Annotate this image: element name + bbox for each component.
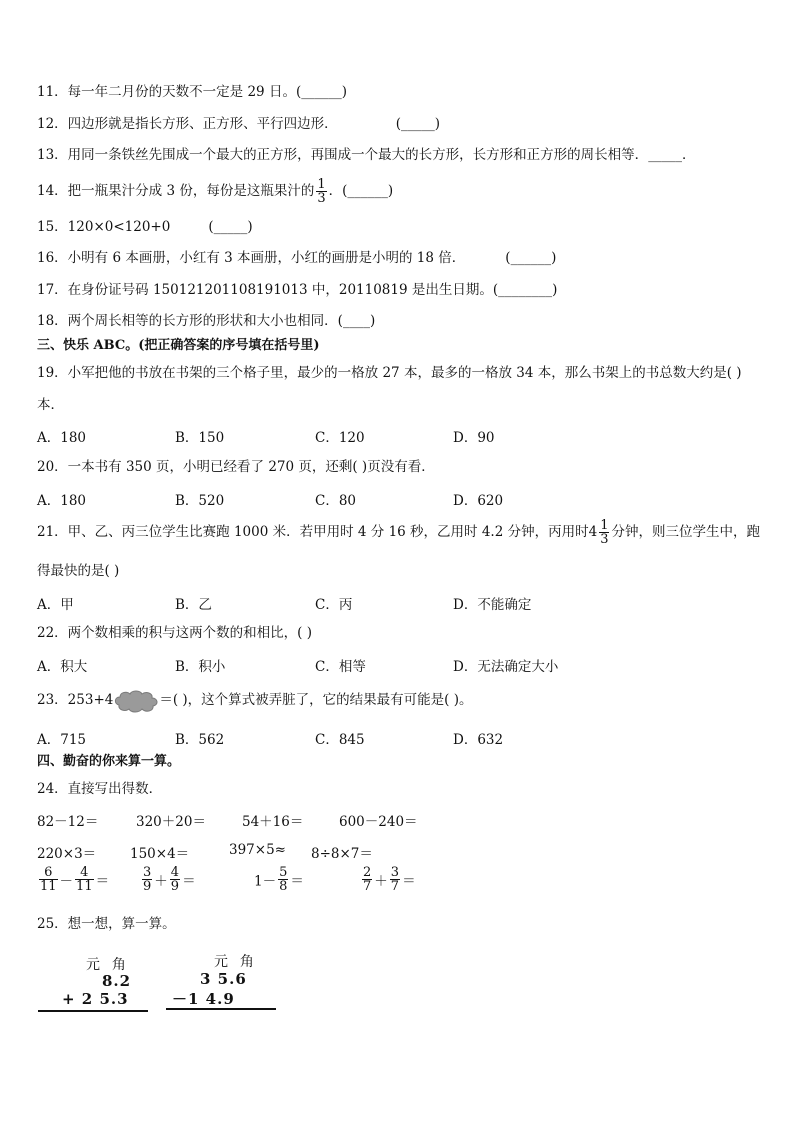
question-20: 20．一本书有 350 页，小明已经看了 270 页，还剩( )页没有看． (37, 459, 435, 475)
smudge-cloud-icon (113, 688, 159, 714)
q21-option-a: A．甲 (37, 597, 74, 613)
q24-item: 8÷8×7＝ (311, 846, 373, 862)
q23-option-d: D．632 (453, 732, 504, 748)
q23-option-b: B．562 (175, 732, 225, 748)
question-23: 23．253+4 ＝( )，这个算式被弄脏了，它的结果最有可能是( )。 (37, 686, 473, 714)
vertical-calc-1-row1: 8.2 (102, 972, 132, 990)
question-15: 15．120×0<120+0 (_____) (37, 219, 253, 235)
vertical-calc-2-header: 元 角 (214, 954, 255, 970)
vertical-calc-1-rule (38, 1010, 148, 1012)
section-4-heading: 四、勤奋的你来算一算。 (37, 754, 181, 769)
q23-option-c: C．845 (315, 732, 365, 748)
question-19-line2: 本． (37, 397, 64, 413)
q19-option-d: D．90 (453, 430, 495, 446)
question-19-line1: 19．小军把他的书放在书架的三个格子里，最少的一格放 27 本，最多的一格放 34 本，那么书架上的书总数大约是( ) (37, 365, 742, 381)
q22-option-c: C．相等 (315, 659, 366, 675)
mixed-fraction: $\frac{1}{3}$ (600, 518, 609, 547)
q22-option-a: A．积大 (37, 659, 88, 675)
q24-fraction-item: $\frac{3}{9}$ ＋ $\frac{4}{9}$ ＝ (143, 865, 196, 894)
q24-item: 82－12＝ (37, 814, 99, 830)
question-21-line1: 21．甲、乙、丙三位学生比赛跑 1000 米．若甲用时 4 分 16 秒，乙用时 4.2 分钟，丙用时4 $\frac{1}{3}$ 分钟，则三位学生中，跑 (37, 518, 760, 547)
question-25-title: 25．想一想，算一算。 (37, 916, 176, 932)
vertical-calc-2-row1: 3 5.6 (200, 970, 247, 988)
q24-item: 150×4＝ (130, 846, 190, 862)
q21-option-b: B．乙 (175, 597, 212, 613)
vertical-calc-1-row2: + 2 5.3 (62, 990, 129, 1008)
q19-option-b: B．150 (175, 430, 225, 446)
q22-option-b: B．积小 (175, 659, 226, 675)
q24-item: 220×3＝ (37, 846, 97, 862)
question-22: 22．两个数相乘的积与这两个数的和相比，( ) (37, 625, 313, 641)
q23-option-a: A．715 (37, 732, 87, 748)
q20-option-d: D．620 (453, 493, 504, 509)
question-14: 14．把一瓶果汁分成 3 份，每份是这瓶果汁的 $\frac{1}{3}$ ．(______) (37, 177, 394, 206)
section-3-heading: 三、快乐 ABC。(把正确答案的序号填在括号里) (37, 338, 320, 353)
vertical-calc-1-header: 元 角 (86, 957, 127, 973)
q21-option-d: D．不能确定 (453, 597, 532, 613)
question-18: 18．两个周长相等的长方形的形状和大小也相同．(____) (37, 313, 376, 329)
question-17: 17．在身份证号码 150121201108191013 中，20110819 是出生日期。(________) (37, 282, 558, 298)
q19-option-a: A．180 (37, 430, 87, 446)
q24-item: 397×5≈ (229, 842, 286, 858)
vertical-calc-2-row2: －1 4.9 (172, 990, 235, 1008)
q21-option-c: C．丙 (315, 597, 353, 613)
q20-option-b: B．520 (175, 493, 225, 509)
question-13: 13．用同一条铁丝先围成一个最大的正方形，再围成一个最大的长方形，长方形和正方形的周长相等．_____． (37, 147, 696, 163)
question-24-title: 24．直接写出得数． (37, 781, 163, 797)
question-21-line2: 得最快的是( ) (37, 563, 120, 579)
q20-option-c: C．80 (315, 493, 357, 509)
vertical-calc-2-rule (166, 1008, 276, 1010)
question-12: 12．四边形就是指长方形、正方形、平行四边形． (_____) (37, 116, 440, 132)
question-16: 16．小明有 6 本画册，小红有 3 本画册，小红的画册是小明的 18 倍． (______) (37, 250, 557, 266)
q24-fraction-item: $\frac{6}{11}$ － $\frac{4}{11}$ ＝ (40, 865, 110, 894)
q24-item: 320＋20＝ (136, 814, 206, 830)
q24-item: 54＋16＝ (242, 814, 304, 830)
q24-fraction-item: $\frac{2}{7}$ ＋ $\frac{3}{7}$ ＝ (363, 865, 416, 894)
q20-option-a: A．180 (37, 493, 87, 509)
q24-fraction-item: 1－ $\frac{5}{8}$ ＝ (254, 865, 304, 894)
q24-item: 600－240＝ (339, 814, 418, 830)
fraction: $\frac{1}{3}$ (317, 177, 326, 206)
q19-option-c: C．120 (315, 430, 365, 446)
q22-option-d: D．无法确定大小 (453, 659, 559, 675)
question-11: 11．每一年二月份的天数不一定是 29 日。(______) (37, 84, 347, 100)
